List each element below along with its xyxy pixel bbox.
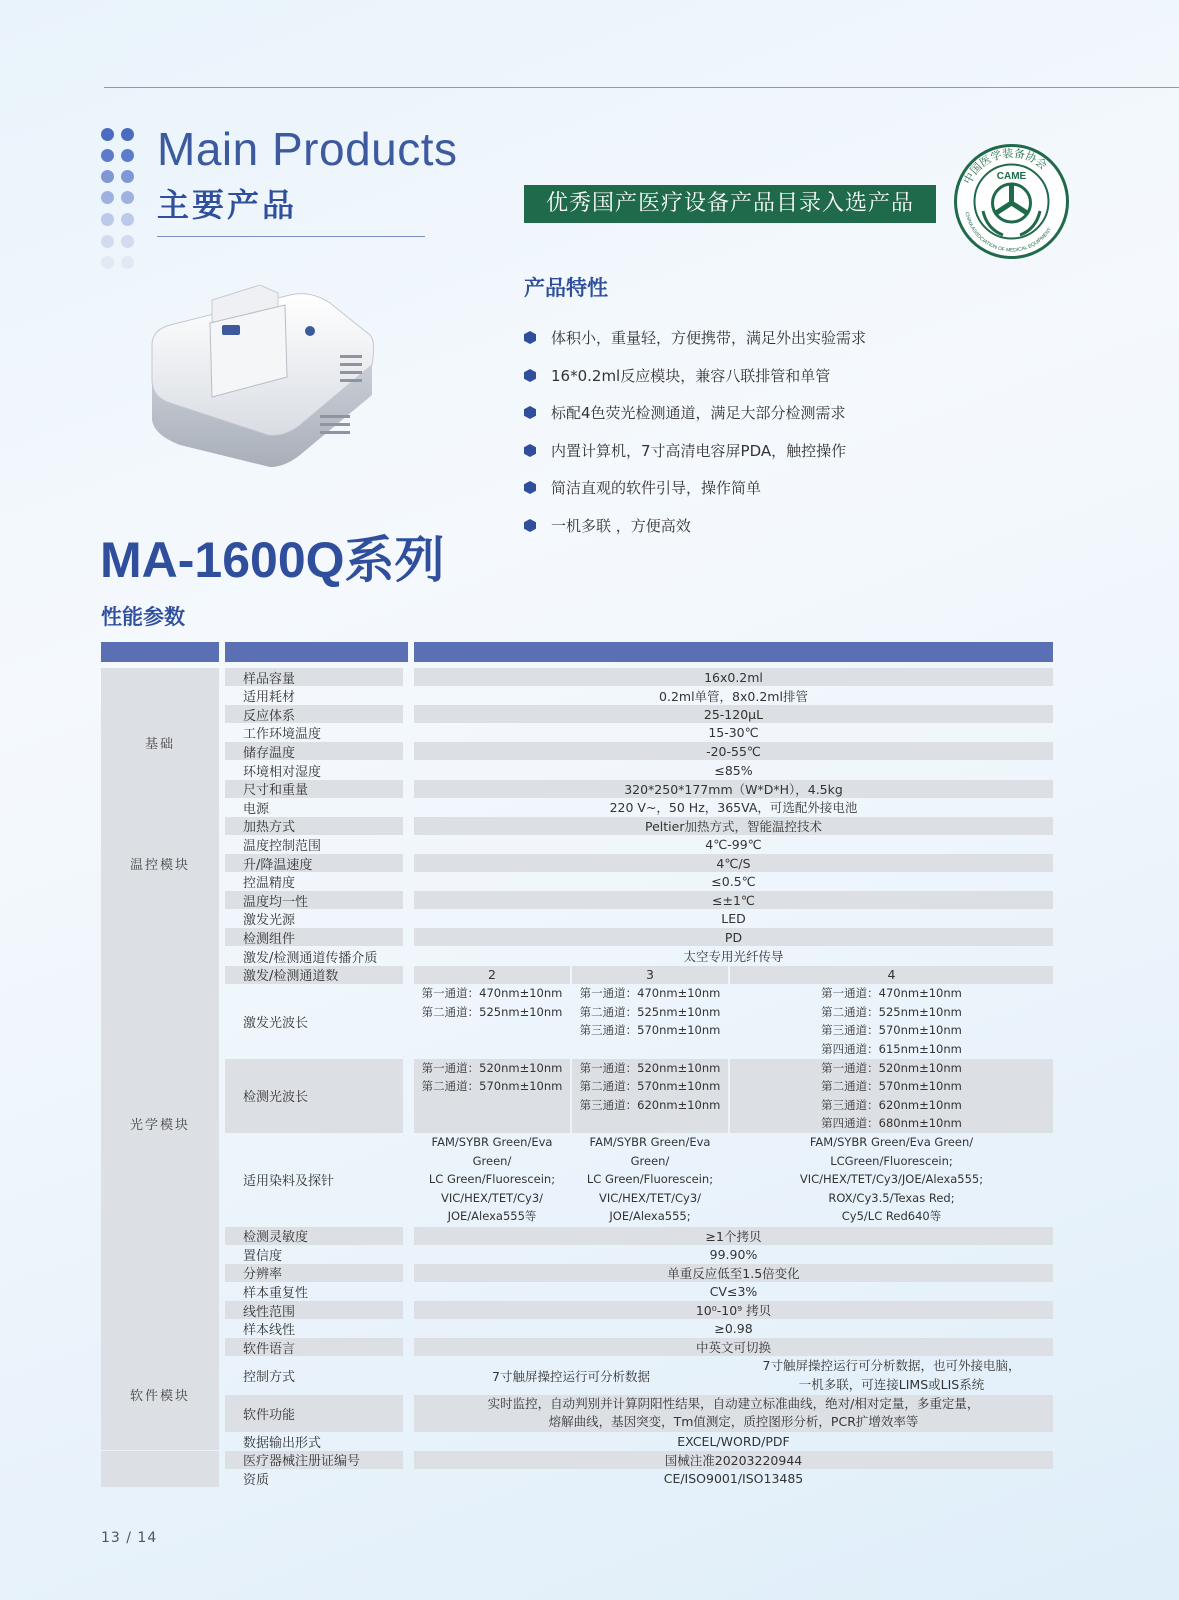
spec-label: 控温精度: [243, 876, 296, 892]
spec-value: 单重反应低至1.5倍变化: [414, 1264, 1053, 1282]
spec-label: 检测组件: [225, 928, 403, 946]
wavelength-line: 第一通道：470nm±10nm: [421, 986, 563, 1001]
spec-value: 4℃-99℃: [705, 836, 762, 852]
spec-value: -20-55℃: [414, 742, 1053, 760]
control-line: 7寸触屏操控运行可分析数据，也可外接电脑，: [762, 1357, 1021, 1373]
series-title: MA-1600Q系列: [100, 532, 445, 588]
svg-text:CHINA ASSOCIATION OF MEDICAL E: CHINA ASSOCIATION OF MEDICAL EQUIPMENT: [963, 211, 1054, 254]
came-seal-logo: [953, 143, 1070, 260]
excitation-col-3: [572, 984, 728, 1058]
spec-value: 10⁰-10⁹ 拷贝: [414, 1301, 1053, 1319]
wavelength-line: 第一通道：520nm±10nm: [579, 1060, 721, 1075]
spec-value: 99.90%: [709, 1246, 758, 1262]
dye-line: FAM/SYBR Green/Eva Green/: [809, 1135, 974, 1149]
award-banner: 优秀国产医疗设备产品目录入选产品: [524, 185, 936, 223]
dye-line: ROX/Cy3.5/Texas Red;: [828, 1190, 955, 1205]
spec-label: 资质: [243, 1472, 270, 1488]
wavelength-line: 第一通道：470nm±10nm: [579, 986, 721, 1001]
control-line: 一机多联，可连接LIMS或LIS系统: [798, 1376, 985, 1392]
spec-value: CE/ISO9001/ISO13485: [663, 1470, 804, 1486]
hexagon-bullet-icon: [524, 519, 536, 532]
hexagon-bullet-icon: [524, 331, 536, 344]
spec-label: 分辨率: [225, 1264, 403, 1282]
spec-label: 数据输出形式: [243, 1435, 322, 1451]
hexagon-bullet-icon: [524, 481, 536, 494]
spec-label: 线性范围: [225, 1301, 403, 1319]
spec-label: 适用耗材: [243, 690, 296, 706]
spec-value: ≤±1℃: [414, 891, 1053, 909]
feature-text: 一机多联 ，方便高效: [551, 516, 691, 535]
title-underline: [157, 236, 425, 237]
detection-col-2: [414, 1059, 570, 1133]
category-blank-1: [101, 1451, 219, 1469]
spec-label: 工作环境温度: [243, 727, 322, 743]
table-header-col3: [414, 642, 1053, 662]
spec-label: 温度控制范围: [243, 838, 322, 854]
category-blank-2: [101, 1469, 219, 1487]
software-function-value: [414, 1395, 1053, 1432]
dye-line: VIC/HEX/TET/Cy3/: [440, 1190, 544, 1205]
spec-label: 升/降温速度: [225, 854, 403, 872]
category-optical: 光学模块: [101, 910, 219, 1338]
spec-label: 医疗器械注册证编号: [225, 1451, 403, 1469]
spec-value: ≤0.5℃: [711, 874, 756, 890]
wavelength-line: 第四通道：680nm±10nm: [821, 1116, 962, 1131]
category-basic: 基础: [101, 668, 219, 817]
feature-item: [524, 401, 866, 439]
wavelength-line: 第二通道：570nm±10nm: [579, 1079, 721, 1094]
spec-label: 置信度: [243, 1248, 283, 1264]
spec-label: 软件功能: [225, 1395, 403, 1432]
top-divider: [104, 87, 1179, 88]
function-line: 实时监控，自动判别并计算阴阳性结果，自动建立标准曲线，绝对/相对定量，多重定量，: [487, 1395, 980, 1411]
spec-label: 激发/检测通道传播介质: [243, 950, 378, 966]
feature-item: [524, 514, 866, 552]
spec-value: 4℃/S: [414, 854, 1053, 872]
channel-count-4: 4: [730, 966, 1053, 984]
feature-item: [524, 476, 866, 514]
wavelength-line: 第三通道：570nm±10nm: [579, 1023, 721, 1038]
dye-line: LC Green/Fluorescein;: [428, 1172, 556, 1187]
spec-label: 控制方式: [243, 1370, 296, 1385]
spec-label: 检测光波长: [225, 1059, 403, 1133]
dyes-col-3: [572, 1133, 728, 1226]
hexagon-bullet-icon: [524, 444, 536, 457]
spec-label: 样本线性: [243, 1323, 296, 1339]
wavelength-line: 第二通道：570nm±10nm: [421, 1079, 563, 1094]
wavelength-line: 第二通道：570nm±10nm: [821, 1079, 962, 1094]
spec-value: 太空专用光纤传导: [683, 949, 784, 964]
spec-value: 国械注准20203220944: [414, 1451, 1053, 1469]
spec-label: 软件语言: [225, 1338, 403, 1356]
spec-value: LED: [721, 911, 746, 927]
category-software: 软件模块: [101, 1338, 219, 1450]
feature-text: 体积小，重量轻，方便携带，满足外出实验需求: [551, 329, 867, 347]
spec-label: 激发/检测通道数: [225, 966, 403, 984]
spec-label: 电源: [243, 801, 270, 817]
control-value-a: 7寸触屏操控运行可分析数据: [492, 1368, 650, 1384]
wavelength-line: 第一通道：520nm±10nm: [421, 1060, 563, 1075]
channel-count-2: 2: [414, 966, 570, 984]
dye-line: LCGreen/Fluorescein;: [830, 1153, 953, 1168]
spec-label: 激发光波长: [243, 1015, 309, 1031]
spec-value: ≤85%: [714, 762, 753, 778]
wavelength-line: 第三通道：570nm±10nm: [821, 1023, 962, 1038]
spec-label: 储存温度: [225, 742, 403, 760]
spec-value: 15-30℃: [708, 725, 759, 741]
svg-text:中国医学装备协会: 中国医学装备协会: [961, 146, 1050, 187]
spec-value: ≥1个拷贝: [414, 1227, 1053, 1245]
spec-label: 加热方式: [225, 817, 403, 835]
dye-line: LC Green/Fluorescein;: [586, 1172, 714, 1187]
feature-text: 简洁直观的软件引导，操作简单: [551, 479, 762, 498]
dye-line: JOE/Alexa555等: [447, 1209, 537, 1224]
wavelength-line: 第二通道：525nm±10nm: [579, 1004, 721, 1019]
wavelength-line: 第一通道：470nm±10nm: [821, 986, 962, 1001]
spec-value: 中英文可切换: [414, 1338, 1053, 1356]
spec-label: 尺寸和重量: [225, 780, 403, 798]
spec-value: EXCEL/WORD/PDF: [677, 1433, 790, 1449]
control-value-b: [730, 1357, 1053, 1394]
spec-value: 320*250*177mm（W*D*H），4.5kg: [414, 780, 1053, 798]
detection-col-3: [572, 1059, 728, 1133]
spec-value: CV≤3%: [709, 1283, 758, 1299]
dye-line: JOE/Alexa555;: [609, 1209, 691, 1224]
svg-text:CAME: CAME: [996, 171, 1027, 182]
feature-text: 16*0.2ml反应模块，兼容八联排管和单管: [551, 366, 831, 385]
dye-line: VIC/HEX/TET/Cy3/: [598, 1190, 702, 1205]
spec-value: ≥0.98: [714, 1321, 753, 1337]
wavelength-line: 第三通道：620nm±10nm: [821, 1097, 962, 1112]
excitation-col-4: [730, 984, 1053, 1058]
spec-label: 样品容量: [225, 668, 403, 686]
hexagon-bullet-icon: [524, 406, 536, 419]
page-number: 13 / 14: [101, 1530, 158, 1546]
spec-label: 样本重复性: [243, 1285, 309, 1301]
dye-line: VIC/HEX/TET/Cy3/JOE/Alexa555;: [799, 1172, 984, 1187]
section-title-en: Main Products: [157, 123, 458, 175]
dye-line: Cy5/LC Red640等: [841, 1209, 942, 1224]
dye-line: FAM/SYBR Green/Eva Green/: [431, 1135, 553, 1168]
feature-text: 内置计算机，7寸高清电容屏PDA，触控操作: [551, 441, 847, 460]
spec-value: 16x0.2ml: [414, 668, 1053, 686]
spec-label: 适用染料及探针: [243, 1174, 335, 1189]
wavelength-line: 第四通道：615nm±10nm: [821, 1041, 962, 1056]
features-list: [524, 326, 866, 552]
wavelength-line: 第三通道：620nm±10nm: [579, 1097, 721, 1112]
hexagon-bullet-icon: [524, 369, 536, 382]
channel-count-3: 3: [572, 966, 728, 984]
dyes-col-4: [730, 1133, 1053, 1226]
function-line: 熔解曲线，基因突变，Tm值测定，质控图形分析，PCR扩增效率等: [548, 1414, 919, 1430]
wavelength-line: 第二通道：525nm±10nm: [421, 1004, 563, 1019]
excitation-col-2: [414, 984, 570, 1058]
feature-item: [524, 439, 866, 477]
category-temp: 温控模块: [101, 817, 219, 910]
dyes-col-2: [414, 1133, 570, 1226]
spec-value: Peltier加热方式，智能温控技术: [414, 817, 1053, 835]
spec-label: 检测灵敏度: [225, 1227, 403, 1245]
table-header-col1: [101, 642, 219, 662]
spec-value: 220 V~，50 Hz，365VA，可选配外接电池: [609, 800, 858, 816]
spec-label: 温度均一性: [225, 891, 403, 909]
spec-value: PD: [414, 928, 1053, 946]
feature-item: [524, 364, 866, 402]
section-title-cn: 主要产品: [157, 186, 298, 224]
feature-text: 标配4色荧光检测通道，满足大部分检测需求: [551, 404, 846, 423]
features-title: 产品特性: [524, 276, 608, 300]
table-header-col2: [225, 642, 408, 662]
specs-title: 性能参数: [101, 605, 185, 629]
spec-value: 0.2ml单管，8x0.2ml排管: [659, 688, 808, 704]
dye-line: FAM/SYBR Green/Eva Green/: [589, 1135, 711, 1168]
feature-item: [524, 326, 866, 364]
spec-label: 环境相对湿度: [243, 764, 322, 780]
product-image: [150, 285, 378, 467]
spec-value: 25-120μL: [414, 705, 1053, 723]
wavelength-line: 第二通道：525nm±10nm: [821, 1004, 962, 1019]
detection-col-4: [730, 1059, 1053, 1133]
spec-label: 反应体系: [225, 705, 403, 723]
spec-label: 激发光源: [243, 913, 296, 929]
wavelength-line: 第一通道：520nm±10nm: [821, 1060, 962, 1075]
